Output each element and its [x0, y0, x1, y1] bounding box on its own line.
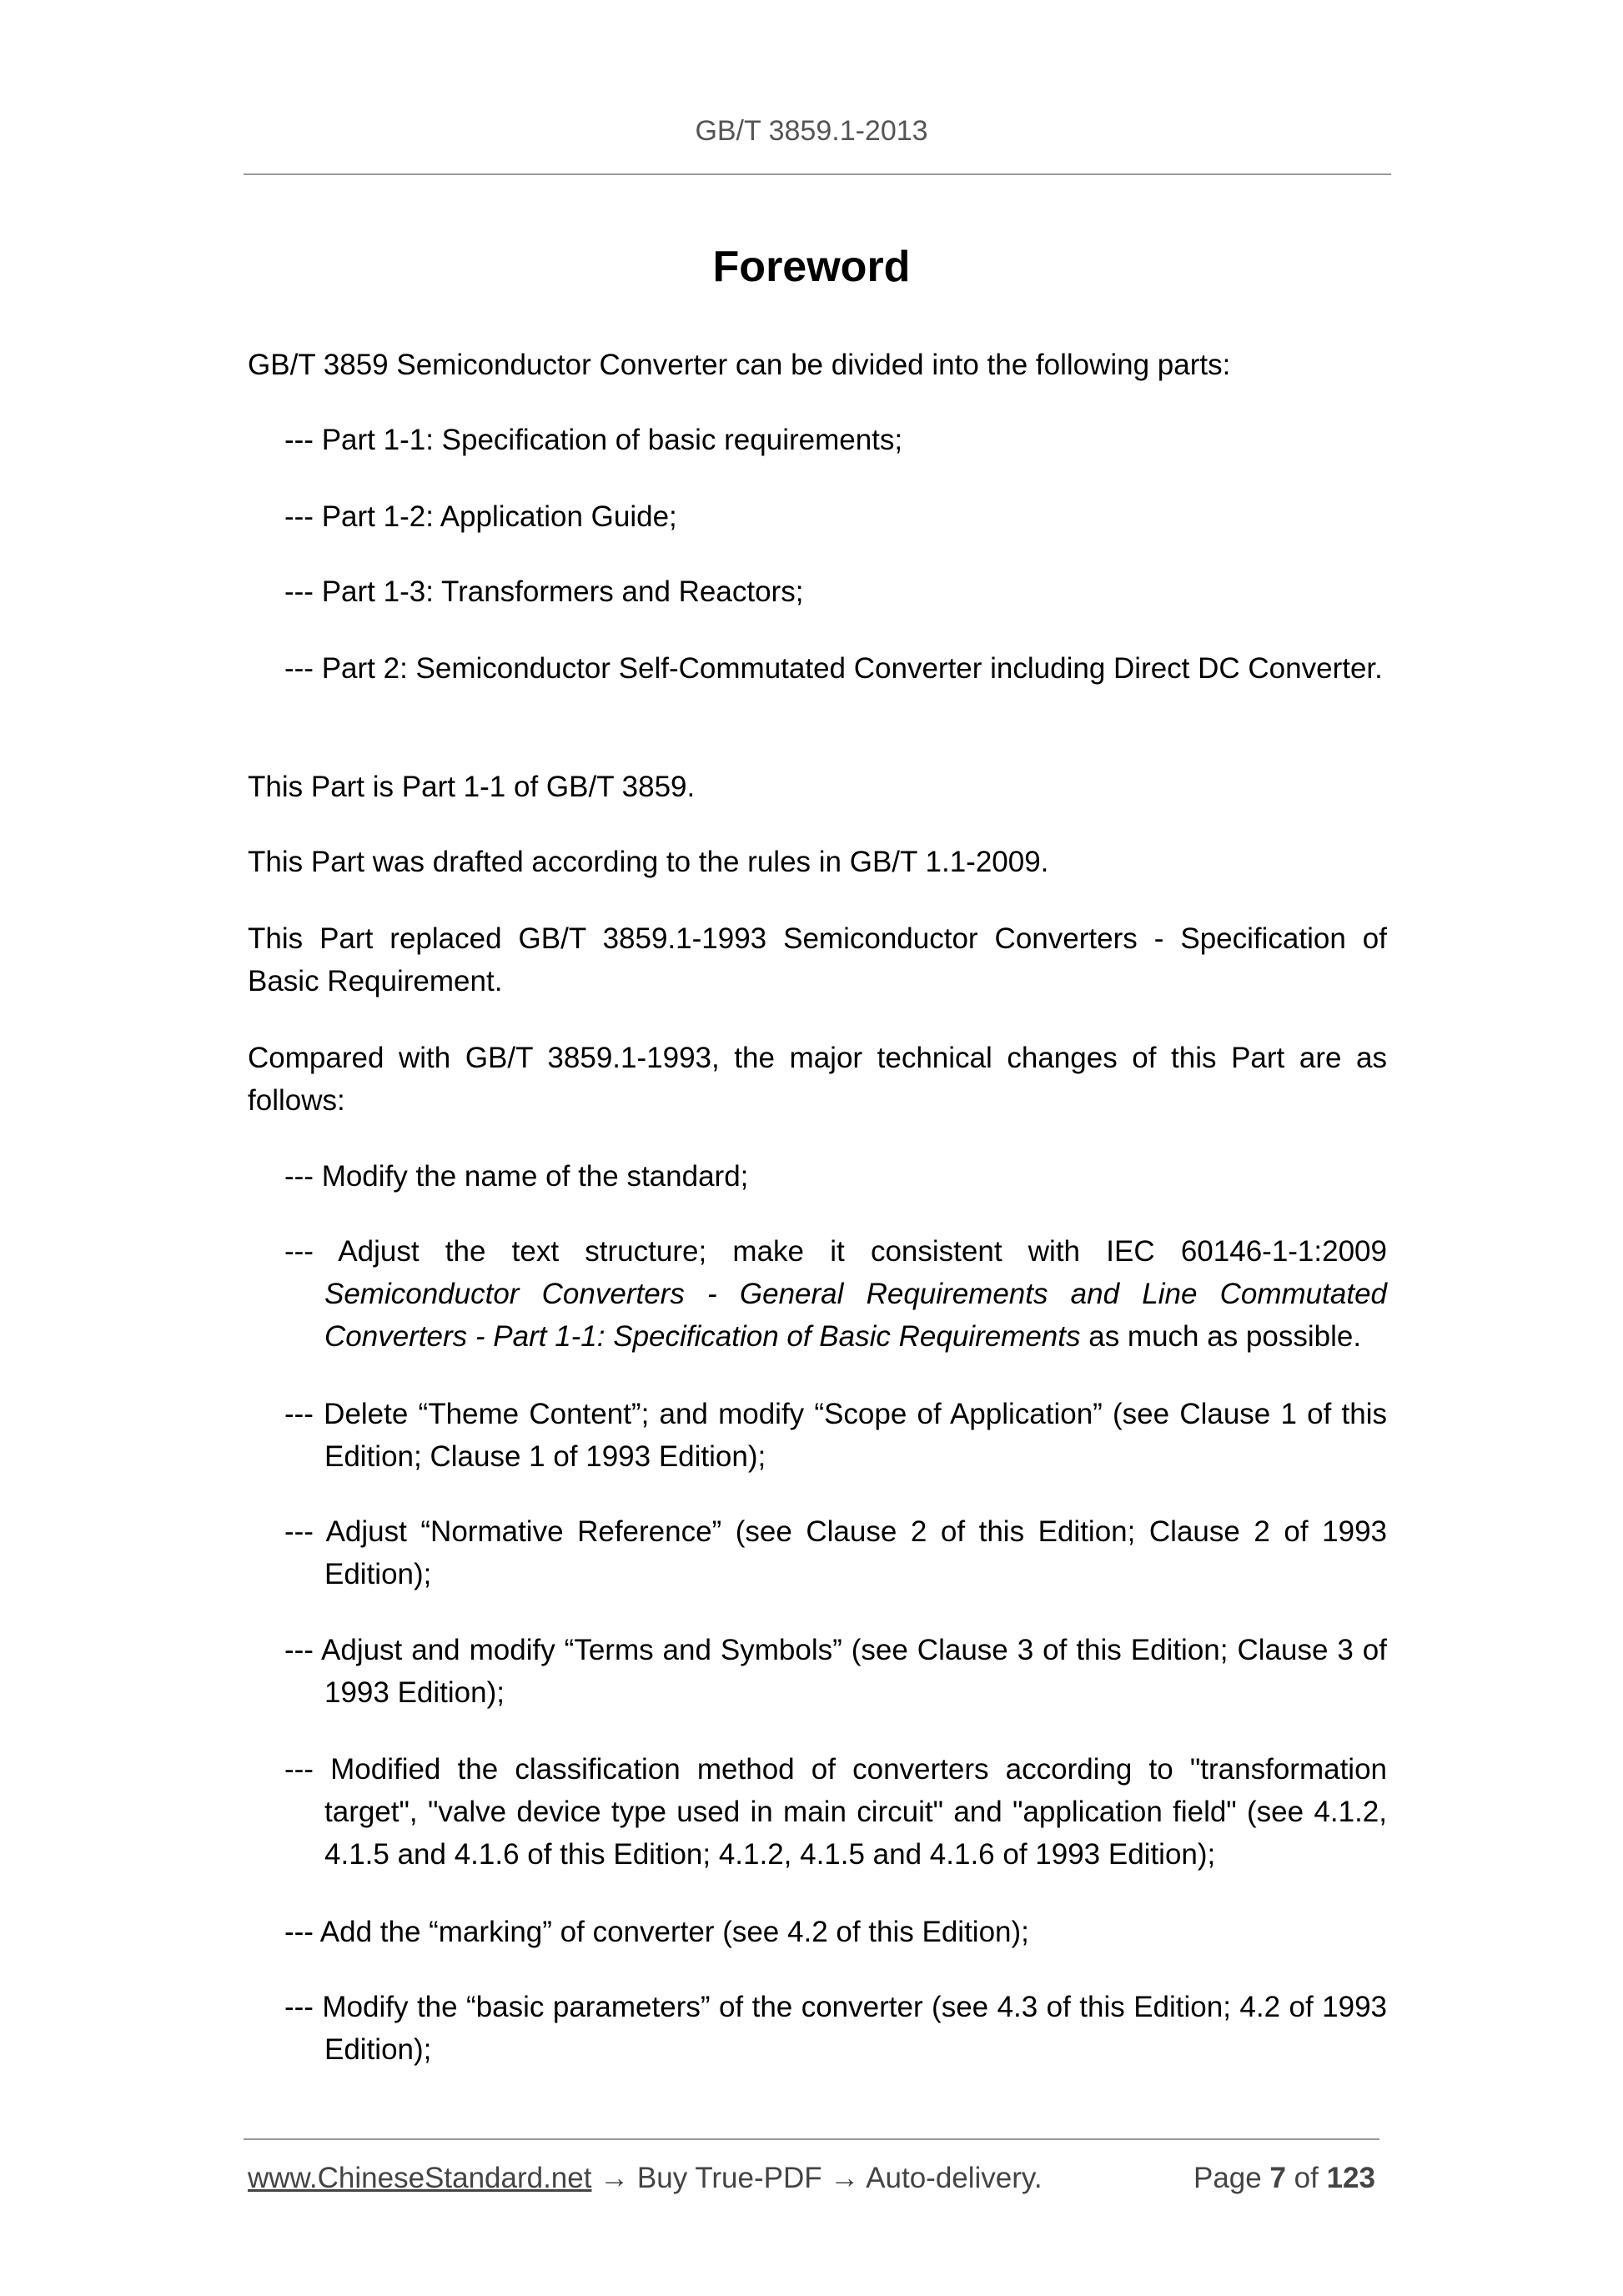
list-item [248, 1230, 1387, 1358]
list-item: --- Part 1-2: Application Guide; [284, 500, 677, 533]
footer-divider [244, 2138, 1379, 2140]
list-item: --- Part 1-3: Transformers and Reactors; [284, 575, 804, 608]
list-item: --- Adjust “Normative Reference” (see Clause 2 of this Edition; Clause 2 of 1993 Edition); [284, 1515, 1387, 1590]
current-page: 7 [1269, 2162, 1286, 2194]
list-item: --- Adjust and modify “Terms and Symbols” (see Clause 3 of this Edition; Clause 3 of 1993 Edition); [284, 1634, 1387, 1709]
page-number [1193, 2162, 1375, 2195]
running-header: GB/T 3859.1-2013 [695, 115, 928, 147]
footer-promo [248, 2162, 1043, 2195]
website-link[interactable]: www.ChineseStandard.net [248, 2162, 592, 2194]
item-text: as much as possible. [1080, 1320, 1362, 1353]
page-title: Foreword [712, 243, 911, 291]
paragraph: This Part replaced GB/T 3859.1-1993 Semiconductor Converters - Specification of Basic Requirement. [248, 922, 1387, 997]
paragraph: Compared with GB/T 3859.1-1993, the major technical changes of this Part are as follows: [248, 1042, 1387, 1117]
italic-title: Semiconductor Converters - General Requirements and Line Commutated Converters - Part 1-1: Specification of Basic Requirements [324, 1278, 1387, 1353]
header-divider [244, 173, 1391, 175]
list-item: --- Delete “Theme Content”; and modify “Scope of Application” (see Clause 1 of this Edition; Clause 1 of 1993 Edition); [284, 1398, 1387, 1473]
list-item: --- Modified the classification method of converters according to "transformation target", "valve device type used in main circuit" and "application field" (see 4.1.2, 4.1.5 and 4.1.6 of this Edition; 4.1.2, 4.1.5 and 4.1.6 of 1993 Edition); [284, 1753, 1387, 1871]
footer-text: → Buy True-PDF → Auto-delivery. [591, 2162, 1043, 2194]
paragraph: This Part was drafted according to the rules in GB/T 1.1-2009. [248, 846, 1049, 878]
page-label: Page [1193, 2162, 1262, 2194]
total-pages: 123 [1326, 2162, 1375, 2194]
paragraph: This Part is Part 1-1 of GB/T 3859. [248, 771, 696, 803]
list-item: --- Modify the name of the standard; [284, 1160, 749, 1193]
item-text: --- Adjust the text structure; make it consistent with IEC 60146-1-1:2009 [284, 1235, 1387, 1268]
list-item: --- Add the “marking” of converter (see 4.2 of this Edition); [284, 1916, 1029, 1948]
of-label: of [1294, 2162, 1319, 2194]
list-item: --- Modify the “basic parameters” of the converter (see 4.3 of this Edition; 4.2 of 1993 Edition); [284, 1991, 1387, 2066]
paragraph: GB/T 3859 Semiconductor Converter can be divided into the following parts: [248, 349, 1231, 381]
list-item: --- Part 1-1: Specification of basic requirements; [284, 424, 903, 456]
list-item: --- Part 2: Semiconductor Self-Commutated Converter including Direct DC Converter. [284, 652, 1383, 685]
